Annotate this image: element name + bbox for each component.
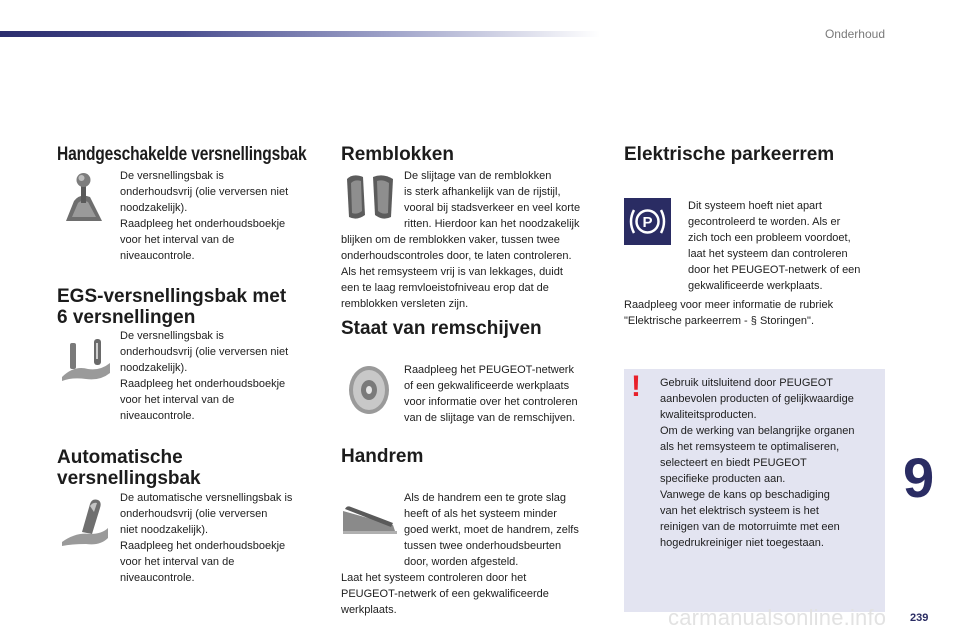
manual-gearbox-text: De versnellingsbak is onderhoudsvrij (olie verversen niet noodzakelijk). Raadpleeg het onderhoudsboekje voor het interval van de niveaucontrole. (120, 170, 289, 262)
brake-disc-icon (345, 364, 393, 416)
brake-pads-text-side: De slijtage van de remblokken is sterk afhankelijk van de rijstijl, vooral bij stadsverkeer en veel korte ritten. Hierdoor kan het noodzakelijk (404, 170, 581, 230)
manual-gearbox-title: Handgeschakelde versnellingsbak (57, 144, 307, 165)
handbrake-text: Laat het systeem controleren door het PEUGEOT-netwerk of een gekwalificeerde werkplaats. (341, 572, 549, 616)
handbrake-text-side: Als de handrem een te grote slag heeft of als het systeem minder goed werkt, moet de handrem, zelfs tussen twee onderhoudsbeurten door, worden afgesteld. (404, 492, 579, 568)
automatic-lever-icon (60, 494, 110, 546)
brake-pads-title: Remblokken (341, 144, 454, 165)
parking-brake-text: Raadpleeg voor meer informatie de rubriek "Elektrische parkeerrem - § Storingen". (624, 299, 834, 327)
gear-lever-icon (62, 171, 106, 223)
header-gradient-bar (0, 31, 600, 37)
brake-pads-text: blijken om de remblokken vaker, tussen twee onderhoudscontroles door, te laten controleren. Als het remsysteem vrij is van lekkages, duidt een te laag remvloeistofniveau erop dat de remblokken versleten zijn. (341, 234, 572, 310)
electric-parking-brake-icon (624, 198, 671, 245)
warning-icon: ! (631, 370, 641, 403)
automatic-gearbox-title: Automatische versnellingsbak (57, 447, 201, 489)
brake-discs-title: Staat van remschijven (341, 318, 542, 339)
watermark: carmanualsonline.info (668, 605, 887, 630)
section-label: Onderhoud (824, 27, 885, 41)
egs-lever-icon (60, 335, 112, 383)
automatic-gearbox-text: De automatische versnellingsbak is onderhoudsvrij (olie verversen niet noodzakelijk). Raadpleeg het onderhoudsboekje voor het interval van de niveaucontrole. (120, 492, 293, 584)
parking-brake-icon-letter: P (642, 214, 653, 231)
egs-gearbox-title: EGS-versnellingsbak met 6 versnellingen (57, 286, 287, 328)
handbrake-icon (341, 501, 397, 535)
handbrake-title: Handrem (341, 446, 424, 467)
page-number: 239 (910, 612, 929, 624)
brake-discs-text: Raadpleeg het PEUGEOT-netwerk of een gekwalificeerde werkplaats voor informatie over het controleren van de slijtage van de remschijven. (404, 364, 578, 424)
parking-brake-title: Elektrische parkeerrem (624, 144, 835, 165)
parking-brake-text-side: Dit systeem hoeft niet apart gecontroleerd te worden. Als er zich toch een probleem voordoet, laat het systeem dan controleren door het PEUGEOT-netwerk of een gekwalificeerde werkplaats. (688, 200, 861, 292)
chapter-number: 9 (903, 446, 935, 509)
egs-gearbox-text: De versnellingsbak is onderhoudsvrij (olie verversen niet noodzakelijk). Raadpleeg het onderhoudsboekje voor het interval van de niveaucontrole. (120, 330, 289, 422)
warning-text: Gebruik uitsluitend door PEUGEOT aanbevolen producten of gelijkwaardige kwaliteitsproducten. Om de werking van belangrijke organen als het remsysteem te optimaliseren, selecteert en biedt PEUGEOT specifieke producten aan. Vanwege de kans op beschadiging van het elektrisch systeem is het reinigen van de motorruimte met een hogedrukreiniger niet toegestaan. (660, 377, 855, 549)
brake-pads-icon (343, 171, 399, 223)
